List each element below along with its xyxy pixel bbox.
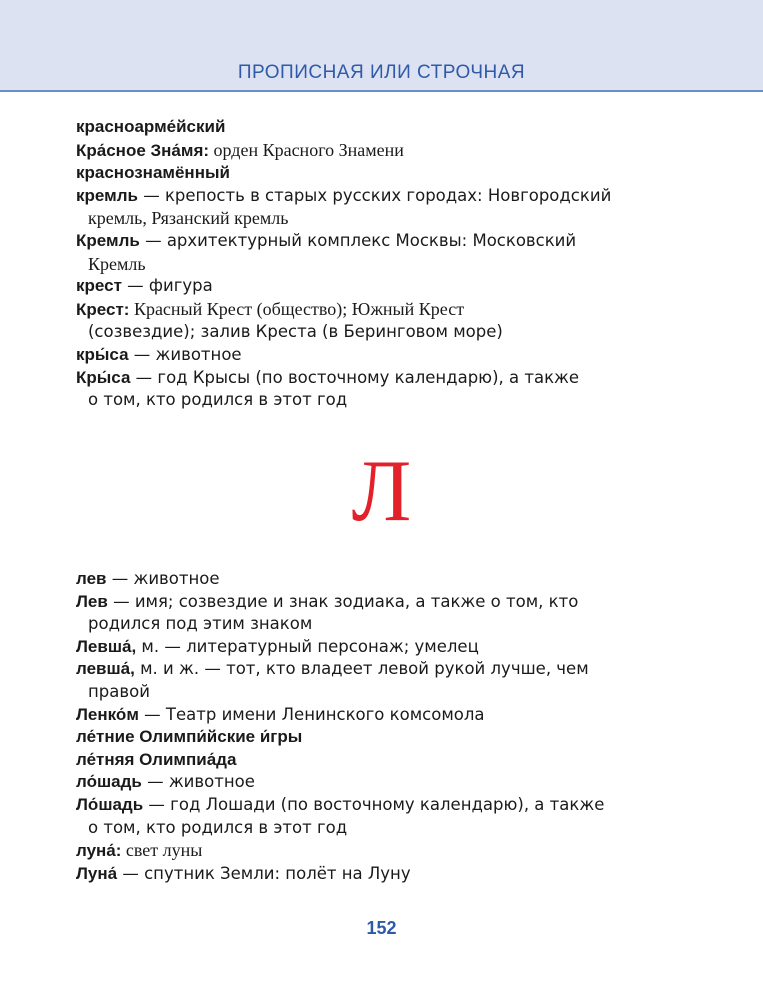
headword: ло́шадь — [76, 772, 142, 792]
entry — [76, 658, 706, 703]
headword: ле́тние Олимпи́йские и́гры — [76, 727, 303, 747]
entry — [76, 591, 706, 636]
entry — [76, 367, 706, 412]
headword: левша́, — [76, 659, 135, 679]
definition-continuation: родился под этим знаком — [88, 614, 313, 634]
headword: кры́са — [76, 344, 129, 364]
entry — [76, 162, 706, 185]
headword: Кремль — [76, 230, 140, 250]
entry — [76, 275, 706, 298]
entry — [76, 116, 706, 139]
headword: Левша́, — [76, 636, 137, 656]
page-number: 152 — [366, 918, 397, 938]
entry — [76, 704, 706, 727]
definition: — животное — [128, 344, 242, 364]
headword: Крест: — [76, 299, 130, 319]
headword: кремль — [76, 185, 138, 205]
definition-continuation: кремль, Рязанский кремль — [88, 208, 289, 229]
headword: Ленко́м — [76, 704, 139, 724]
entry — [76, 863, 706, 886]
headword: Кры́са — [76, 367, 131, 387]
headword: Лев — [76, 591, 108, 611]
page-title: ПРОПИСНАЯ ИЛИ СТРОЧНАЯ — [237, 62, 526, 83]
definition: — Театр имени Ленинского комсомола — [138, 704, 485, 724]
definition-continuation: Кремль — [88, 253, 146, 274]
headword: красноарме́йский — [76, 117, 226, 136]
definition-continuation: правой — [88, 681, 150, 701]
definition: — крепость в старых русских городах: Новгородский — [137, 185, 612, 205]
headword: крест — [76, 276, 122, 296]
entry — [76, 839, 706, 863]
entry — [76, 771, 706, 794]
definition: — имя; созвездие и знак зодиака, а также о том, кто — [107, 591, 579, 611]
definition: свет луны — [121, 840, 203, 861]
entry — [76, 230, 706, 275]
entries-section-k — [76, 116, 706, 412]
headword: ле́тняя Олимпиа́да — [76, 749, 237, 769]
definition: м. и ж. — тот, кто владеет левой рукой лучше, чем — [134, 659, 589, 679]
entry — [76, 726, 706, 749]
entry — [76, 636, 706, 659]
definition: м. — литературный персонаж; умелец — [136, 636, 479, 656]
definition: — спутник Земли: полёт на Луну — [117, 863, 411, 883]
entry — [76, 344, 706, 367]
headword: лев — [76, 569, 107, 588]
definition: — фигура — [121, 276, 213, 296]
entry — [76, 139, 706, 163]
definition-continuation: о том, кто родился в этот год — [88, 390, 348, 410]
entry — [76, 568, 706, 591]
entry — [76, 794, 706, 839]
definition: — год Крысы (по восточному календарю), а также — [130, 367, 580, 387]
headword: Кра́сное Зна́мя: — [76, 140, 210, 160]
definition: — животное — [106, 569, 220, 588]
definition: — год Лошади (по восточному календарю), а также — [143, 794, 605, 814]
headword: краснознамённый — [76, 163, 230, 183]
definition-continuation: (созвездие); залив Креста (в Беринговом море) — [88, 322, 503, 342]
entries-section-l — [76, 568, 706, 885]
section-letter: Л — [351, 443, 412, 540]
definition: — архитектурный комплекс Москвы: Московский — [139, 230, 577, 250]
definition: Красный Крест (общество); Южный Крест — [129, 298, 465, 319]
definition-continuation: о том, кто родился в этот год — [88, 817, 348, 837]
definition: орден Красного Знамени — [209, 139, 404, 160]
page-header — [0, 0, 763, 92]
headword: луна́: — [76, 841, 122, 861]
headword: Луна́ — [76, 863, 118, 883]
entry — [76, 749, 706, 772]
entry — [76, 298, 706, 344]
headword: Ло́шадь — [76, 794, 144, 814]
entry — [76, 185, 706, 230]
definition: — животное — [141, 772, 255, 792]
